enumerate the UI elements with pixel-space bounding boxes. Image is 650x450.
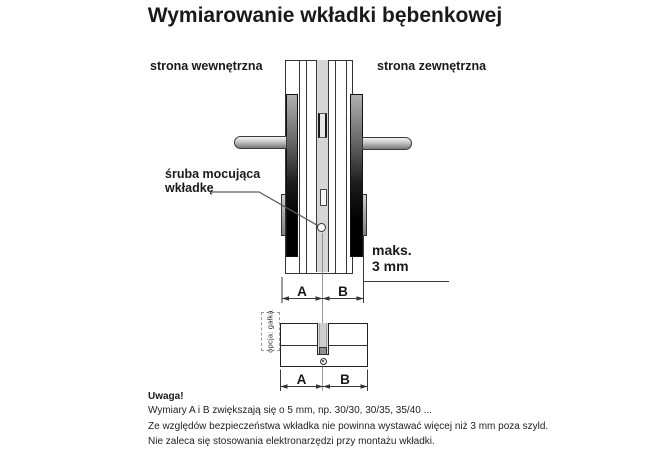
door-layer-line xyxy=(306,60,307,273)
arrowhead xyxy=(357,296,364,300)
knob-option-label: opcja: gałka xyxy=(265,310,275,353)
arrowhead xyxy=(323,296,330,300)
cylinder-cam-tip xyxy=(319,347,327,355)
max-protrusion-line2: 3 mm xyxy=(372,257,409,274)
spindle-bar-inner xyxy=(234,136,288,149)
knob-option-box xyxy=(261,312,280,352)
dim-a-upper: A xyxy=(297,283,307,299)
keyway-slot xyxy=(320,189,327,206)
note-line: Nie zaleca się stosowania elektronarzędzi przy montażu wkładki. xyxy=(148,436,435,447)
dim-a-lower: A xyxy=(296,371,307,387)
door-layer-line xyxy=(346,60,347,273)
arrowhead xyxy=(282,296,289,300)
escutcheon-inner xyxy=(286,94,299,257)
cylinder-screw-hole-icon xyxy=(320,358,327,365)
arrowhead xyxy=(281,384,288,388)
spindle-bar-outer xyxy=(362,137,412,150)
cylinder-cam-inner xyxy=(319,323,327,347)
arrowhead xyxy=(316,384,323,388)
outer-side-label: strona zewnętrzna xyxy=(377,59,487,73)
door-layer-line xyxy=(335,60,336,273)
escutcheon-outer xyxy=(350,94,363,257)
arrowhead xyxy=(316,296,323,300)
dim-b-lower: B xyxy=(340,371,350,387)
door-layer-line xyxy=(299,60,300,273)
max-protrusion-line1: maks. xyxy=(372,242,412,258)
dim-b-upper: B xyxy=(338,283,348,299)
notes-heading: Uwaga! xyxy=(148,391,184,402)
note-line: Wymiary A i B zwiększają się o 5 mm, np. 30/30, 30/35, 35/40 ... xyxy=(148,404,432,416)
page-title: Wymiarowanie wkładki bębenkowej xyxy=(147,4,503,27)
max-protrusion-label xyxy=(372,243,412,274)
cylinder-channel xyxy=(316,60,329,272)
note-line: Ze względów bezpieczeństwa wkładka nie powinna wystawać więcej niż 3 mm poza szyld. xyxy=(148,420,549,432)
mounting-screw-label-line2: wkładkę xyxy=(165,181,214,195)
mounting-screw-label-line1: śruba mocująca xyxy=(165,167,261,181)
inner-side-label: strona wewnętrzna xyxy=(150,59,263,73)
mounting-screw-label xyxy=(165,167,260,195)
cam-slot xyxy=(318,113,327,138)
arrowhead xyxy=(361,384,368,388)
arrowhead xyxy=(323,384,330,388)
